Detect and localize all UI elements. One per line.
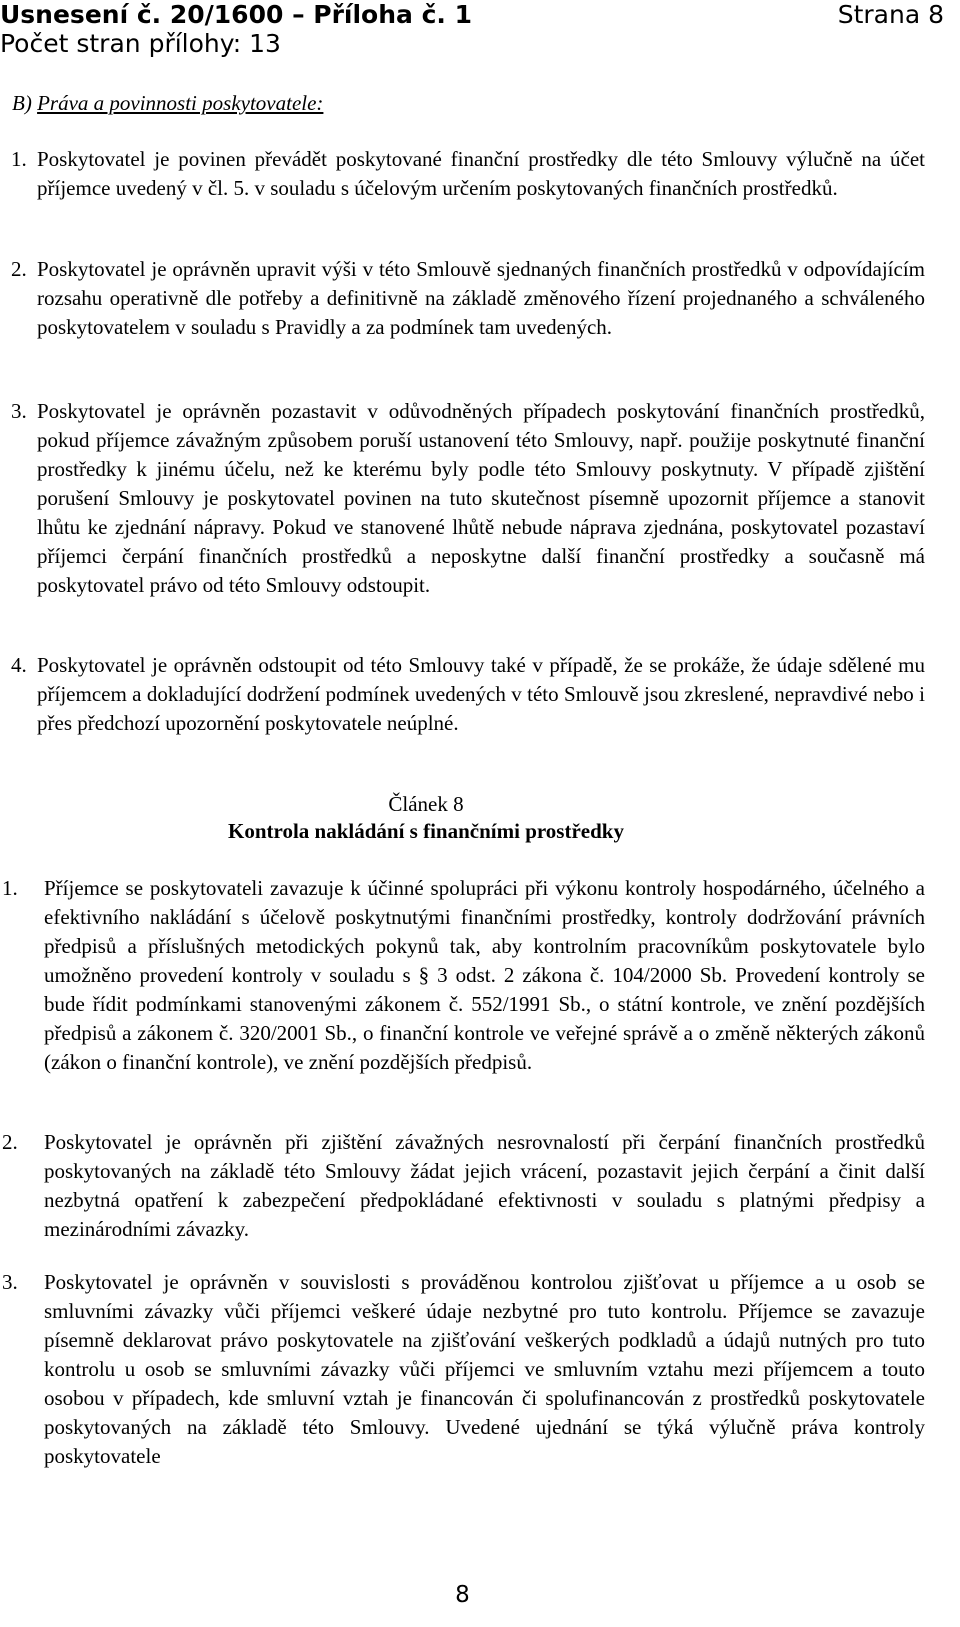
- resolution-title: Usnesení č. 20/1600 – Příloha č. 1: [0, 0, 473, 29]
- section-paragraph-1: [11, 145, 925, 203]
- article-paragraph-1: [2, 874, 925, 1077]
- paragraph-text: Poskytovatel je oprávněn pozastavit v odůvodněných případech poskytování finančních prostředků, pokud příjemce závažným způsobem poruší ustanovení této Smlouvy, např. použije poskytnuté finanční prostředky k jinému účelu, než ke kterému byly podle této Smlouvy poskytnuty. V případě zjištění porušení Smlouvy je poskytovatel povinen na tuto skutečnost písemně upozornit příjemce a stanovit lhůtu ke zjednání nápravy. Pokud ve stanovené lhůtě nebude náprava zjednána, poskytovatel pozastaví příjemci čerpání finančních prostředků a neposkytne další finanční prostředky a současně má poskytovatel právo od této Smlouvy odstoupit.: [37, 399, 925, 597]
- paragraph-text: Poskytovatel je povinen převádět poskytované finanční prostředky dle této Smlouvy výlučně na účet příjemce uvedený v čl. 5. v souladu s účelovým určením poskytovaných finančních prostředků.: [37, 147, 925, 200]
- section-title: Práva a povinnosti poskytovatele:: [37, 91, 324, 115]
- page-count: Počet stran přílohy: 13: [0, 29, 281, 58]
- paragraph-text: Příjemce se poskytovateli zavazuje k účinné spolupráci při výkonu kontroly hospodárného, účelného a efektivního nakládání s účelově poskytnutými finančními prostředky, kontroly dodržování právních předpisů a příslušných metodických pokynů tak, aby kontrolním pracovníkům poskytovatele bylo umožněno provedení kontroly v souladu s § 3 odst. 2 zákona č. 104/2000 Sb. Provedení kontroly se bude řídit podmínkami stanovenými zákonem č. 552/1991 Sb., o státní kontrole, ve znění pozdějších předpisů a zákonem č. 320/2001 Sb., o finanční kontrole ve veřejné správě a o změně některých zákonů (zákon o finanční kontrole), ve znění pozdějších předpisů.: [44, 876, 925, 1074]
- paragraph-text: Poskytovatel je oprávněn při zjištění závažných nesrovnalostí při čerpání finančních prostředků poskytovaných na základě této Smlouvy žádat jejich vrácení, pozastavit jejich čerpání a činit další nezbytná opatření k zabezpečení předpokládané efektivnosti v souladu s platnými předpisy a mezinárodními závazky.: [44, 1130, 925, 1241]
- page-label: Strana 8: [837, 0, 944, 29]
- article-title: Článek 8: [388, 792, 464, 816]
- paragraph-text: Poskytovatel je oprávněn v souvislosti s prováděnou kontrolou zjišťovat u příjemce a u osob se smluvními závazky vůči příjemci veškeré údaje nezbytné pro tuto kontrolu. Příjemce se zavazuje písemně deklarovat právo poskytovatele na zjišťování veškerých podkladů a údajů nutných pro tuto kontrolu u osob se smluvními závazky vůči příjemci ve smluvním vztahu mezi příjemcem a touto osobou v případech, kde smluvní vztah je financován či spolufinancován z prostředků poskytovatele poskytovaných na základě této Smlouvy. Uvedené ujednání se týká výlučně práva kontroly poskytovatele: [44, 1270, 925, 1468]
- paragraph-number: 1.: [2, 876, 18, 900]
- paragraph-text: Poskytovatel je oprávněn odstoupit od této Smlouvy také v případě, že se prokáže, že údaje sdělené mu příjemcem a dokladující dodržení podmínek uvedených v této Smlouvě jsou zkreslené, nepravdivé nebo i přes předchozí upozornění poskytovatele neúplné.: [37, 653, 925, 735]
- paragraph-number: 1.: [11, 147, 27, 171]
- section-heading: [12, 89, 323, 118]
- article-paragraph-2: [2, 1128, 925, 1244]
- section-paragraph-2: [11, 255, 925, 342]
- section-letter: B): [12, 91, 32, 115]
- paragraph-number: 4.: [11, 653, 27, 677]
- paragraph-number: 2.: [2, 1130, 18, 1154]
- footer-page-number: 8: [455, 1582, 470, 1608]
- paragraph-number: 2.: [11, 257, 27, 281]
- paragraph-number: 3.: [11, 399, 27, 423]
- article-paragraph-3: [2, 1268, 925, 1471]
- section-paragraph-3: [11, 397, 925, 600]
- paragraph-text: Poskytovatel je oprávněn upravit výši v této Smlouvě sjednaných finančních prostředků v odpovídajícím rozsahu operativně dle potřeby a definitivně na základě změnového řízení projednaného a schváleného poskytovatelem v souladu s Pravidly a za podmínek tam uvedených.: [37, 257, 925, 339]
- section-paragraph-4: [11, 651, 925, 738]
- paragraph-number: 3.: [2, 1270, 18, 1294]
- article-subtitle: Kontrola nakládání s finančními prostředky: [228, 819, 624, 843]
